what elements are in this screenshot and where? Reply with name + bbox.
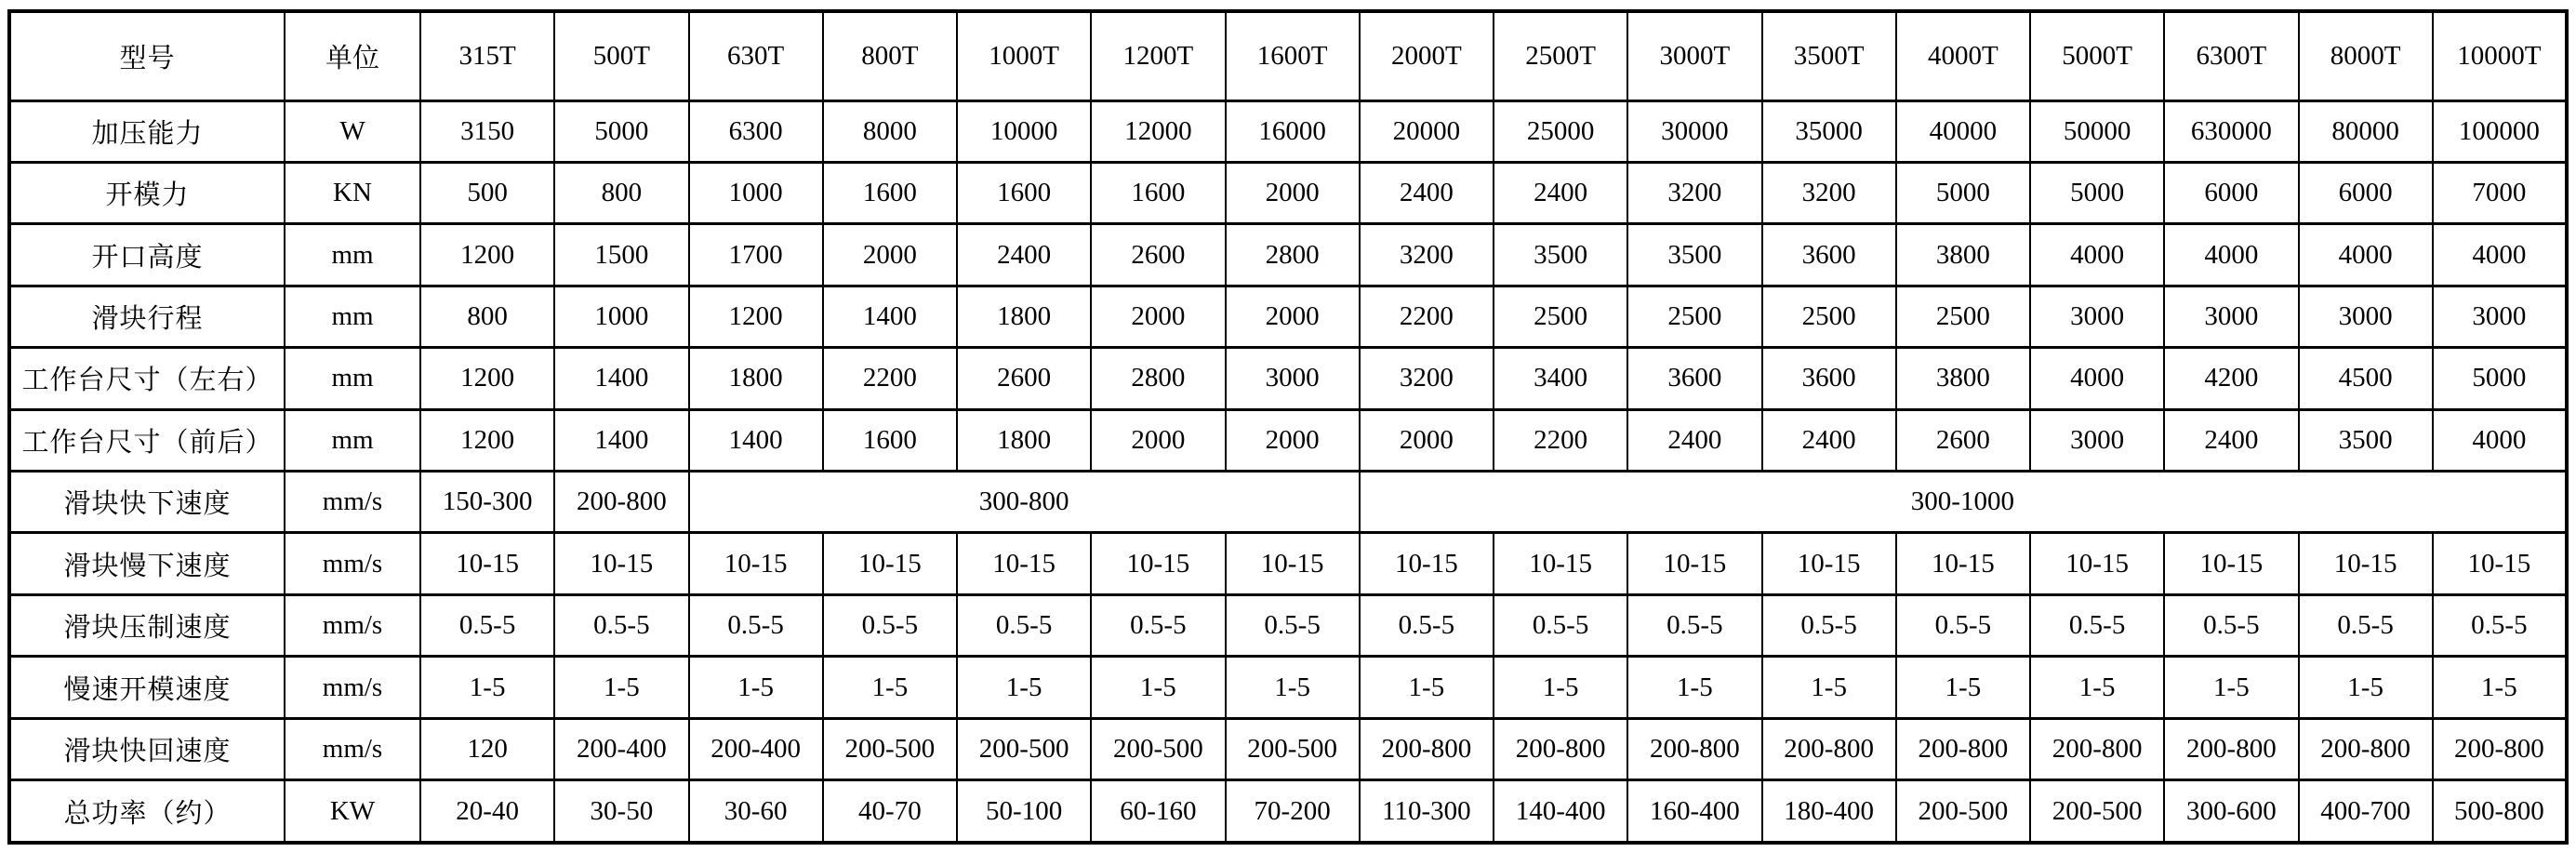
spec-value: 1800 (957, 286, 1091, 347)
spec-value: 1-5 (2433, 657, 2567, 718)
row-label: 工作台尺寸（前后） (9, 409, 285, 471)
spec-value: 2200 (1360, 286, 1494, 347)
spec-value: 3000 (1226, 348, 1360, 409)
spec-value: 3000 (2164, 286, 2298, 347)
spec-value: 3000 (2030, 286, 2164, 347)
spec-value: 12000 (1091, 100, 1225, 162)
column-header: 1000T (957, 11, 1091, 100)
spec-value: 110-300 (1360, 780, 1494, 843)
spec-value: mm/s (285, 472, 420, 533)
spec-value: 10-15 (2299, 533, 2433, 594)
spec-value: 1-5 (1091, 657, 1225, 718)
spec-value: 3500 (2299, 409, 2433, 471)
spec-value: 2000 (1360, 409, 1494, 471)
column-header: 315T (420, 11, 554, 100)
spec-value: 3400 (1494, 348, 1627, 409)
spec-value: 2800 (1226, 224, 1360, 286)
spec-value: 16000 (1226, 100, 1360, 162)
spec-value: 0.5-5 (1494, 594, 1627, 656)
spec-value: 1500 (554, 224, 688, 286)
spec-value: 10-15 (1762, 533, 1896, 594)
spec-value: 1000 (554, 286, 688, 347)
spec-value: 4200 (2164, 348, 2298, 409)
spec-value: 800 (420, 286, 554, 347)
spec-value: mm (285, 348, 420, 409)
row-label: 滑块快下速度 (9, 472, 285, 533)
row-label: 慢速开模速度 (9, 657, 285, 718)
spec-value: 10000 (957, 100, 1091, 162)
spec-value: 1-5 (1360, 657, 1494, 718)
spec-value: 2000 (1226, 162, 1360, 223)
spec-value: 2800 (1091, 348, 1225, 409)
spec-value: 0.5-5 (2030, 594, 2164, 656)
column-header: 1200T (1091, 11, 1225, 100)
column-header: 5000T (2030, 11, 2164, 100)
spec-value: 1-5 (1762, 657, 1896, 718)
row-label: 总功率（约） (9, 780, 285, 843)
spec-value: 0.5-5 (1896, 594, 2030, 656)
spec-value: 5000 (2030, 162, 2164, 223)
spec-row (9, 533, 2567, 594)
spec-value: 6000 (2164, 162, 2298, 223)
spec-value: 2600 (1091, 224, 1225, 286)
spec-value: 2200 (823, 348, 957, 409)
spec-value: 2600 (957, 348, 1091, 409)
column-header: 2000T (1360, 11, 1494, 100)
spec-value: 1000 (689, 162, 823, 223)
spec-value: 0.5-5 (1762, 594, 1896, 656)
spec-value: 2400 (1762, 409, 1896, 471)
spec-value: 2000 (1091, 409, 1225, 471)
spec-value: mm (285, 409, 420, 471)
spec-value: mm (285, 286, 420, 347)
spec-value: 2600 (1896, 409, 2030, 471)
spec-value: mm (285, 224, 420, 286)
spec-value: 10-15 (554, 533, 688, 594)
spec-value: 80000 (2299, 100, 2433, 162)
spec-row (9, 472, 2567, 533)
column-header: 3500T (1762, 11, 1896, 100)
spec-value: 50000 (2030, 100, 2164, 162)
spec-value: 300-600 (2164, 780, 2298, 843)
spec-value: 2400 (1360, 162, 1494, 223)
spec-value: 0.5-5 (957, 594, 1091, 656)
spec-value: 0.5-5 (689, 594, 823, 656)
spec-value: 630000 (2164, 100, 2298, 162)
spec-value: 10-15 (1627, 533, 1761, 594)
spec-value: 1-5 (1494, 657, 1627, 718)
spec-value: 10-15 (957, 533, 1091, 594)
spec-value: 200-400 (554, 718, 688, 779)
spec-value: 300-800 (689, 472, 1360, 533)
spec-value: 1600 (823, 409, 957, 471)
row-label: 型号 (9, 11, 285, 100)
spec-value: 7000 (2433, 162, 2567, 223)
spec-value: 1-5 (420, 657, 554, 718)
row-label: 滑块压制速度 (9, 594, 285, 656)
spec-value: 5000 (1896, 162, 2030, 223)
spec-value: 200-800 (1360, 718, 1494, 779)
spec-value: 1600 (1091, 162, 1225, 223)
spec-value: 35000 (1762, 100, 1896, 162)
spec-value: 4000 (2164, 224, 2298, 286)
spec-row (9, 286, 2567, 347)
spec-value: 10-15 (1494, 533, 1627, 594)
spec-value: 10-15 (2433, 533, 2567, 594)
row-label: 滑块慢下速度 (9, 533, 285, 594)
spec-value: 5000 (2433, 348, 2567, 409)
row-label: 开口高度 (9, 224, 285, 286)
spec-value: 1-5 (1627, 657, 1761, 718)
spec-value: 2400 (2164, 409, 2298, 471)
spec-value: 140-400 (1494, 780, 1627, 843)
spec-value: 4000 (2299, 224, 2433, 286)
spec-value: 200-800 (1762, 718, 1896, 779)
spec-value: 0.5-5 (823, 594, 957, 656)
spec-value: 0.5-5 (2299, 594, 2433, 656)
row-label: 工作台尺寸（左右） (9, 348, 285, 409)
spec-value: 1-5 (1226, 657, 1360, 718)
spec-value: 2000 (1091, 286, 1225, 347)
spec-value: 200-800 (1494, 718, 1627, 779)
column-header: 1600T (1226, 11, 1360, 100)
spec-row (9, 780, 2567, 843)
spec-table-body (9, 11, 2567, 843)
spec-value: 0.5-5 (1360, 594, 1494, 656)
spec-value: 1400 (689, 409, 823, 471)
row-label: 滑块快回速度 (9, 718, 285, 779)
spec-row (9, 224, 2567, 286)
spec-value: 2000 (823, 224, 957, 286)
spec-value: 2400 (1494, 162, 1627, 223)
spec-value: 1-5 (957, 657, 1091, 718)
spec-value: 1200 (420, 348, 554, 409)
spec-row (9, 409, 2567, 471)
spec-value: 8000 (823, 100, 957, 162)
spec-row (9, 162, 2567, 223)
spec-value: 40000 (1896, 100, 2030, 162)
spec-value: 1200 (689, 286, 823, 347)
spec-value: 4500 (2299, 348, 2433, 409)
spec-value: 4000 (2030, 224, 2164, 286)
spec-value: 800 (554, 162, 688, 223)
spec-value: 200-800 (1896, 718, 2030, 779)
column-header: 10000T (2433, 11, 2567, 100)
spec-value: 2000 (1226, 409, 1360, 471)
column-header: 630T (689, 11, 823, 100)
spec-value: 2400 (1627, 409, 1761, 471)
spec-value: 10-15 (1091, 533, 1225, 594)
spec-value: 10-15 (2030, 533, 2164, 594)
column-header: 2500T (1494, 11, 1627, 100)
spec-row (9, 594, 2567, 656)
spec-value: 1400 (554, 348, 688, 409)
spec-value: 1-5 (1896, 657, 2030, 718)
spec-value: 3500 (1494, 224, 1627, 286)
spec-value: mm/s (285, 533, 420, 594)
spec-value: 300-1000 (1360, 472, 2567, 533)
spec-value: 200-500 (1896, 780, 2030, 843)
press-spec-table (7, 9, 2569, 845)
spec-value: W (285, 100, 420, 162)
spec-value: 5000 (554, 100, 688, 162)
spec-value: 3500 (1627, 224, 1761, 286)
spec-value: 25000 (1494, 100, 1627, 162)
spec-value: 40-70 (823, 780, 957, 843)
spec-value: 0.5-5 (554, 594, 688, 656)
spec-value: 200-800 (2030, 718, 2164, 779)
spec-value: 0.5-5 (420, 594, 554, 656)
spec-value: 200-400 (689, 718, 823, 779)
spec-value: 200-500 (2030, 780, 2164, 843)
spec-value: 0.5-5 (1226, 594, 1360, 656)
spec-row (9, 718, 2567, 779)
spec-value: 30-50 (554, 780, 688, 843)
spec-value: 4000 (2433, 224, 2567, 286)
spec-value: 2500 (1494, 286, 1627, 347)
spec-value: 3150 (420, 100, 554, 162)
spec-value: 10-15 (1360, 533, 1494, 594)
spec-value: 3200 (1360, 348, 1494, 409)
spec-value: KW (285, 780, 420, 843)
column-header: 4000T (1896, 11, 2030, 100)
spec-value: KN (285, 162, 420, 223)
spec-value: 100000 (2433, 100, 2567, 162)
spec-value: 2200 (1494, 409, 1627, 471)
spec-value: 1700 (689, 224, 823, 286)
spec-value: 20-40 (420, 780, 554, 843)
spec-value: 200-800 (2164, 718, 2298, 779)
spec-value: 200-500 (1091, 718, 1225, 779)
spec-value: 200-800 (554, 472, 688, 533)
spec-value: 6300 (689, 100, 823, 162)
row-label: 开模力 (9, 162, 285, 223)
column-header: 6300T (2164, 11, 2298, 100)
spec-value: 3200 (1360, 224, 1494, 286)
column-header: 3000T (1627, 11, 1761, 100)
spec-value: 10-15 (2164, 533, 2298, 594)
spec-value: 2400 (957, 224, 1091, 286)
spec-value: 1-5 (2299, 657, 2433, 718)
spec-value: 4000 (2030, 348, 2164, 409)
spec-value: 3800 (1896, 224, 2030, 286)
spec-value: 1-5 (689, 657, 823, 718)
spec-value: 0.5-5 (1091, 594, 1225, 656)
spec-value: 1-5 (823, 657, 957, 718)
spec-value: 200-500 (1226, 718, 1360, 779)
spec-value: 3200 (1627, 162, 1761, 223)
spec-value: mm/s (285, 594, 420, 656)
column-header: 单位 (285, 11, 420, 100)
spec-value: 1800 (957, 409, 1091, 471)
spec-value: 50-100 (957, 780, 1091, 843)
spec-value: 120 (420, 718, 554, 779)
spec-value: 1-5 (2030, 657, 2164, 718)
spec-row (9, 348, 2567, 409)
row-label: 加压能力 (9, 100, 285, 162)
spec-value: 1400 (554, 409, 688, 471)
spec-value: 2000 (1226, 286, 1360, 347)
spec-value: 4000 (2433, 409, 2567, 471)
spec-value: 400-700 (2299, 780, 2433, 843)
spec-value: 6000 (2299, 162, 2433, 223)
header-row (9, 11, 2567, 100)
spec-value: 3800 (1896, 348, 2030, 409)
spec-value: 1800 (689, 348, 823, 409)
spec-value: 1200 (420, 409, 554, 471)
spec-value: 160-400 (1627, 780, 1761, 843)
spec-value: 200-500 (823, 718, 957, 779)
spec-value: 2500 (1627, 286, 1761, 347)
spec-row (9, 657, 2567, 718)
spec-table-container (7, 9, 2569, 845)
spec-value: 1-5 (2164, 657, 2298, 718)
spec-value: 150-300 (420, 472, 554, 533)
spec-value: 3600 (1762, 348, 1896, 409)
column-header: 500T (554, 11, 688, 100)
spec-value: 3000 (2299, 286, 2433, 347)
spec-value: 60-160 (1091, 780, 1225, 843)
spec-value: mm/s (285, 718, 420, 779)
spec-value: 500 (420, 162, 554, 223)
spec-value: mm/s (285, 657, 420, 718)
spec-value: 70-200 (1226, 780, 1360, 843)
spec-value: 20000 (1360, 100, 1494, 162)
spec-value: 180-400 (1762, 780, 1896, 843)
spec-value: 10-15 (1226, 533, 1360, 594)
spec-value: 200-800 (2299, 718, 2433, 779)
spec-value: 3600 (1627, 348, 1761, 409)
spec-value: 2500 (1896, 286, 2030, 347)
spec-value: 0.5-5 (1627, 594, 1761, 656)
spec-value: 200-800 (2433, 718, 2567, 779)
spec-value: 1600 (823, 162, 957, 223)
spec-value: 3000 (2030, 409, 2164, 471)
spec-value: 30000 (1627, 100, 1761, 162)
spec-value: 30-60 (689, 780, 823, 843)
spec-value: 10-15 (689, 533, 823, 594)
spec-value: 200-500 (957, 718, 1091, 779)
spec-value: 0.5-5 (2433, 594, 2567, 656)
spec-value: 3000 (2433, 286, 2567, 347)
column-header: 8000T (2299, 11, 2433, 100)
spec-value: 500-800 (2433, 780, 2567, 843)
spec-value: 2500 (1762, 286, 1896, 347)
column-header: 800T (823, 11, 957, 100)
spec-value: 1600 (957, 162, 1091, 223)
spec-value: 1400 (823, 286, 957, 347)
spec-value: 3200 (1762, 162, 1896, 223)
spec-value: 10-15 (1896, 533, 2030, 594)
row-label: 滑块行程 (9, 286, 285, 347)
spec-value: 10-15 (823, 533, 957, 594)
spec-value: 200-800 (1627, 718, 1761, 779)
spec-row (9, 100, 2567, 162)
spec-value: 1200 (420, 224, 554, 286)
spec-value: 0.5-5 (2164, 594, 2298, 656)
spec-value: 10-15 (420, 533, 554, 594)
spec-value: 1-5 (554, 657, 688, 718)
spec-value: 3600 (1762, 224, 1896, 286)
